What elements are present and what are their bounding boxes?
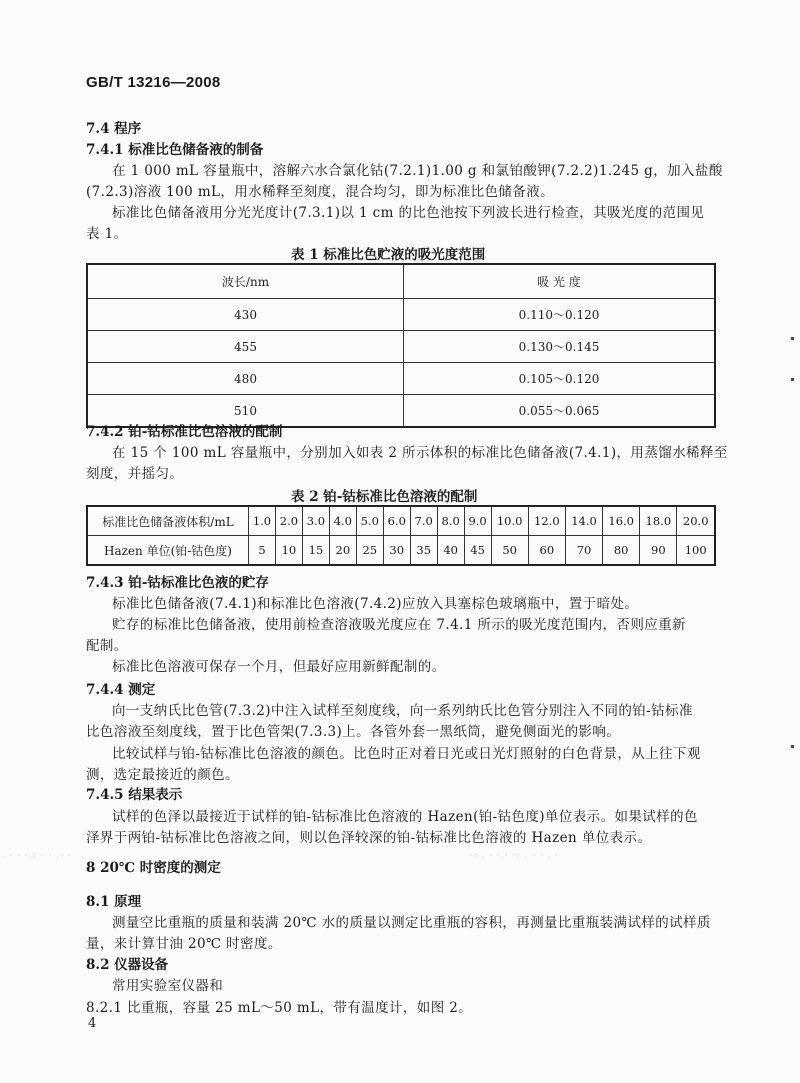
table-cell: 8.0	[437, 506, 464, 536]
table-cell: 5	[249, 536, 276, 566]
paragraph-line: (7.2.3)溶液 100 mL，用水稀释至刻度，混合均匀，即为标准比色储备液。	[86, 184, 554, 200]
table-cell: 6.0	[383, 506, 410, 536]
table-cell: 3.0	[302, 506, 329, 536]
table-cell: 1.0	[249, 506, 276, 536]
table-2-dilution	[86, 505, 716, 566]
standard-number-header: GB/T 13216—2008	[86, 74, 221, 91]
paragraph-line: 在 15 个 100 mL 容量瓶中，分别加入如表 2 所示体积的标准比色储备液(7.4.1)，用蒸馏水稀释至	[112, 445, 728, 461]
table-cell: 0.130～0.145	[404, 331, 716, 363]
table-cell: 2.0	[275, 506, 302, 536]
section-7-4-4-heading: 7.4.4 测定	[86, 682, 156, 698]
paragraph-line: 在 1 000 mL 容量瓶中，溶解六水合氯化钴(7.2.1)1.00 g 和氯铂酸钾(7.2.2)1.245 g，加入盐酸	[112, 163, 723, 179]
section-7-4-2-heading: 7.4.2 铂-钴标准比色溶液的配制	[86, 424, 283, 440]
paragraph-line: 标准比色溶液可保存一个月，但最好应用新鲜配制的。	[112, 659, 446, 675]
table-cell: 4.0	[329, 506, 356, 536]
table-2-caption: 表 2 铂-钴标准比色溶液的配制	[291, 489, 478, 505]
paragraph-line: 试样的色泽以最接近于试样的铂-钴标准比色溶液的 Hazen(铂-钴色度)单位表示。如果试样的色	[112, 809, 698, 825]
table-cell: 60	[528, 536, 565, 566]
table-cell: 35	[410, 536, 437, 566]
table-cell: 0.105～0.120	[404, 363, 716, 395]
table-cell: 5.0	[356, 506, 383, 536]
paragraph-line: 表 1。	[86, 226, 128, 242]
table-header-row	[87, 264, 715, 299]
paragraph-line: 比色溶液至刻度线，置于比色管架(7.3.3)上。各管外套一黑纸筒，避免侧面光的影响。	[86, 724, 621, 740]
section-8-2-1-line: 8.2.1 比重瓶，容量 25 mL～50 mL，带有温度计，如图 2。	[86, 1000, 473, 1016]
margin-mark	[791, 337, 794, 340]
table-cell: 10.0	[491, 506, 528, 536]
table-cell: 18.0	[640, 506, 677, 536]
paragraph-line: 常用实验室仪器和	[112, 978, 224, 994]
paragraph-line: 配制。	[86, 638, 128, 654]
table-row	[87, 363, 715, 395]
paragraph-line: 标准比色储备液(7.4.1)和标准比色溶液(7.4.2)应放入具塞棕色玻璃瓶中，置于暗处。	[112, 596, 639, 612]
table-cell: 14.0	[565, 506, 602, 536]
table-cell: 20.0	[677, 506, 715, 536]
table-header-cell: 波长/nm	[87, 264, 404, 299]
paragraph-line: 测，选定最接近的颜色。	[86, 767, 239, 783]
table-cell: 25	[356, 536, 383, 566]
table-cell: 50	[491, 536, 528, 566]
margin-mark	[791, 378, 794, 381]
table-cell: 0.110～0.120	[404, 299, 716, 331]
paragraph-line: 测量空比重瓶的质量和装满 20℃ 水的质量以测定比重瓶的容积，再测量比重瓶装满试样的试样质	[112, 915, 711, 931]
table-1-absorbance	[86, 263, 716, 428]
table-cell: 455	[87, 331, 404, 363]
table-cell: 100	[677, 536, 715, 566]
paragraph-line: 标准比色储备液用分光光度计(7.3.1)以 1 cm 的比色池按下列波长进行检查，其吸光度的范围见	[112, 205, 705, 221]
table-row	[87, 506, 715, 536]
page-number: 4	[88, 1016, 97, 1031]
table-cell: 15	[302, 536, 329, 566]
scan-noise: . · · ·.: · · .· ·	[2, 851, 72, 861]
table-cell: 20	[329, 536, 356, 566]
paragraph-line: 泽界于两铂-钴标准比色溶液之间，则以色泽较深的铂-钴标准比色溶液的 Hazen 单位表示。	[86, 830, 652, 846]
table-cell: 80	[603, 536, 640, 566]
section-7-4-1-heading: 7.4.1 标准比色储备液的制备	[86, 142, 264, 158]
section-7-4-3-heading: 7.4.3 铂-钴标准比色液的贮存	[86, 575, 269, 591]
section-7-4-heading: 7.4 程序	[86, 121, 142, 137]
table-cell: 9.0	[464, 506, 491, 536]
table-cell: 45	[464, 536, 491, 566]
table-cell: 30	[383, 536, 410, 566]
paragraph-line: 向一支纳氏比色管(7.3.2)中注入试样至刻度线，向一系列纳氏比色管分别注入不同的铂-钴标准	[112, 703, 693, 719]
paragraph-line: 贮存的标准比色储备液，使用前检查溶液吸光度应在 7.4.1 所示的吸光度范围内，否则应重新	[112, 617, 686, 633]
table-cell: 90	[640, 536, 677, 566]
paragraph-line: 比较试样与铂-钴标准比色溶液的颜色。比色时正对着日光或日光灯照射的白色背景，从上往下观	[112, 746, 701, 762]
margin-mark	[791, 745, 794, 748]
table-row	[87, 299, 715, 331]
section-8-heading: 8 20℃ 时密度的测定	[86, 860, 221, 876]
paragraph-line: 量，来计算甘油 20℃ 时密度。	[86, 936, 282, 952]
table-cell: 0.055～0.065	[404, 395, 716, 428]
table-cell: 7.0	[410, 506, 437, 536]
section-8-1-heading: 8.1 原理	[86, 894, 142, 910]
table-cell: 12.0	[528, 506, 565, 536]
table-cell: 70	[565, 536, 602, 566]
table-cell: 510	[87, 395, 404, 428]
table-row-label: Hazen 单位(铂-钴色度)	[87, 536, 249, 566]
table-1-caption: 表 1 标准比色贮液的吸光度范围	[291, 247, 486, 263]
section-8-2-heading: 8.2 仪器设备	[86, 957, 169, 973]
table-row	[87, 536, 715, 566]
table-cell: 40	[437, 536, 464, 566]
table-cell: 430	[87, 299, 404, 331]
paragraph-line: 刻度，并摇匀。	[86, 466, 184, 482]
section-7-4-5-heading: 7.4.5 结果表示	[86, 787, 183, 803]
table-header-cell: 吸 光 度	[537, 275, 581, 289]
scan-noise: ·: . · ·.· ·: . · · . ·	[470, 851, 560, 861]
table-cell: 10	[275, 536, 302, 566]
table-row	[87, 331, 715, 363]
table-cell: 480	[87, 363, 404, 395]
table-row-label: 标准比色储备液体积/mL	[87, 506, 249, 536]
table-cell: 16.0	[603, 506, 640, 536]
